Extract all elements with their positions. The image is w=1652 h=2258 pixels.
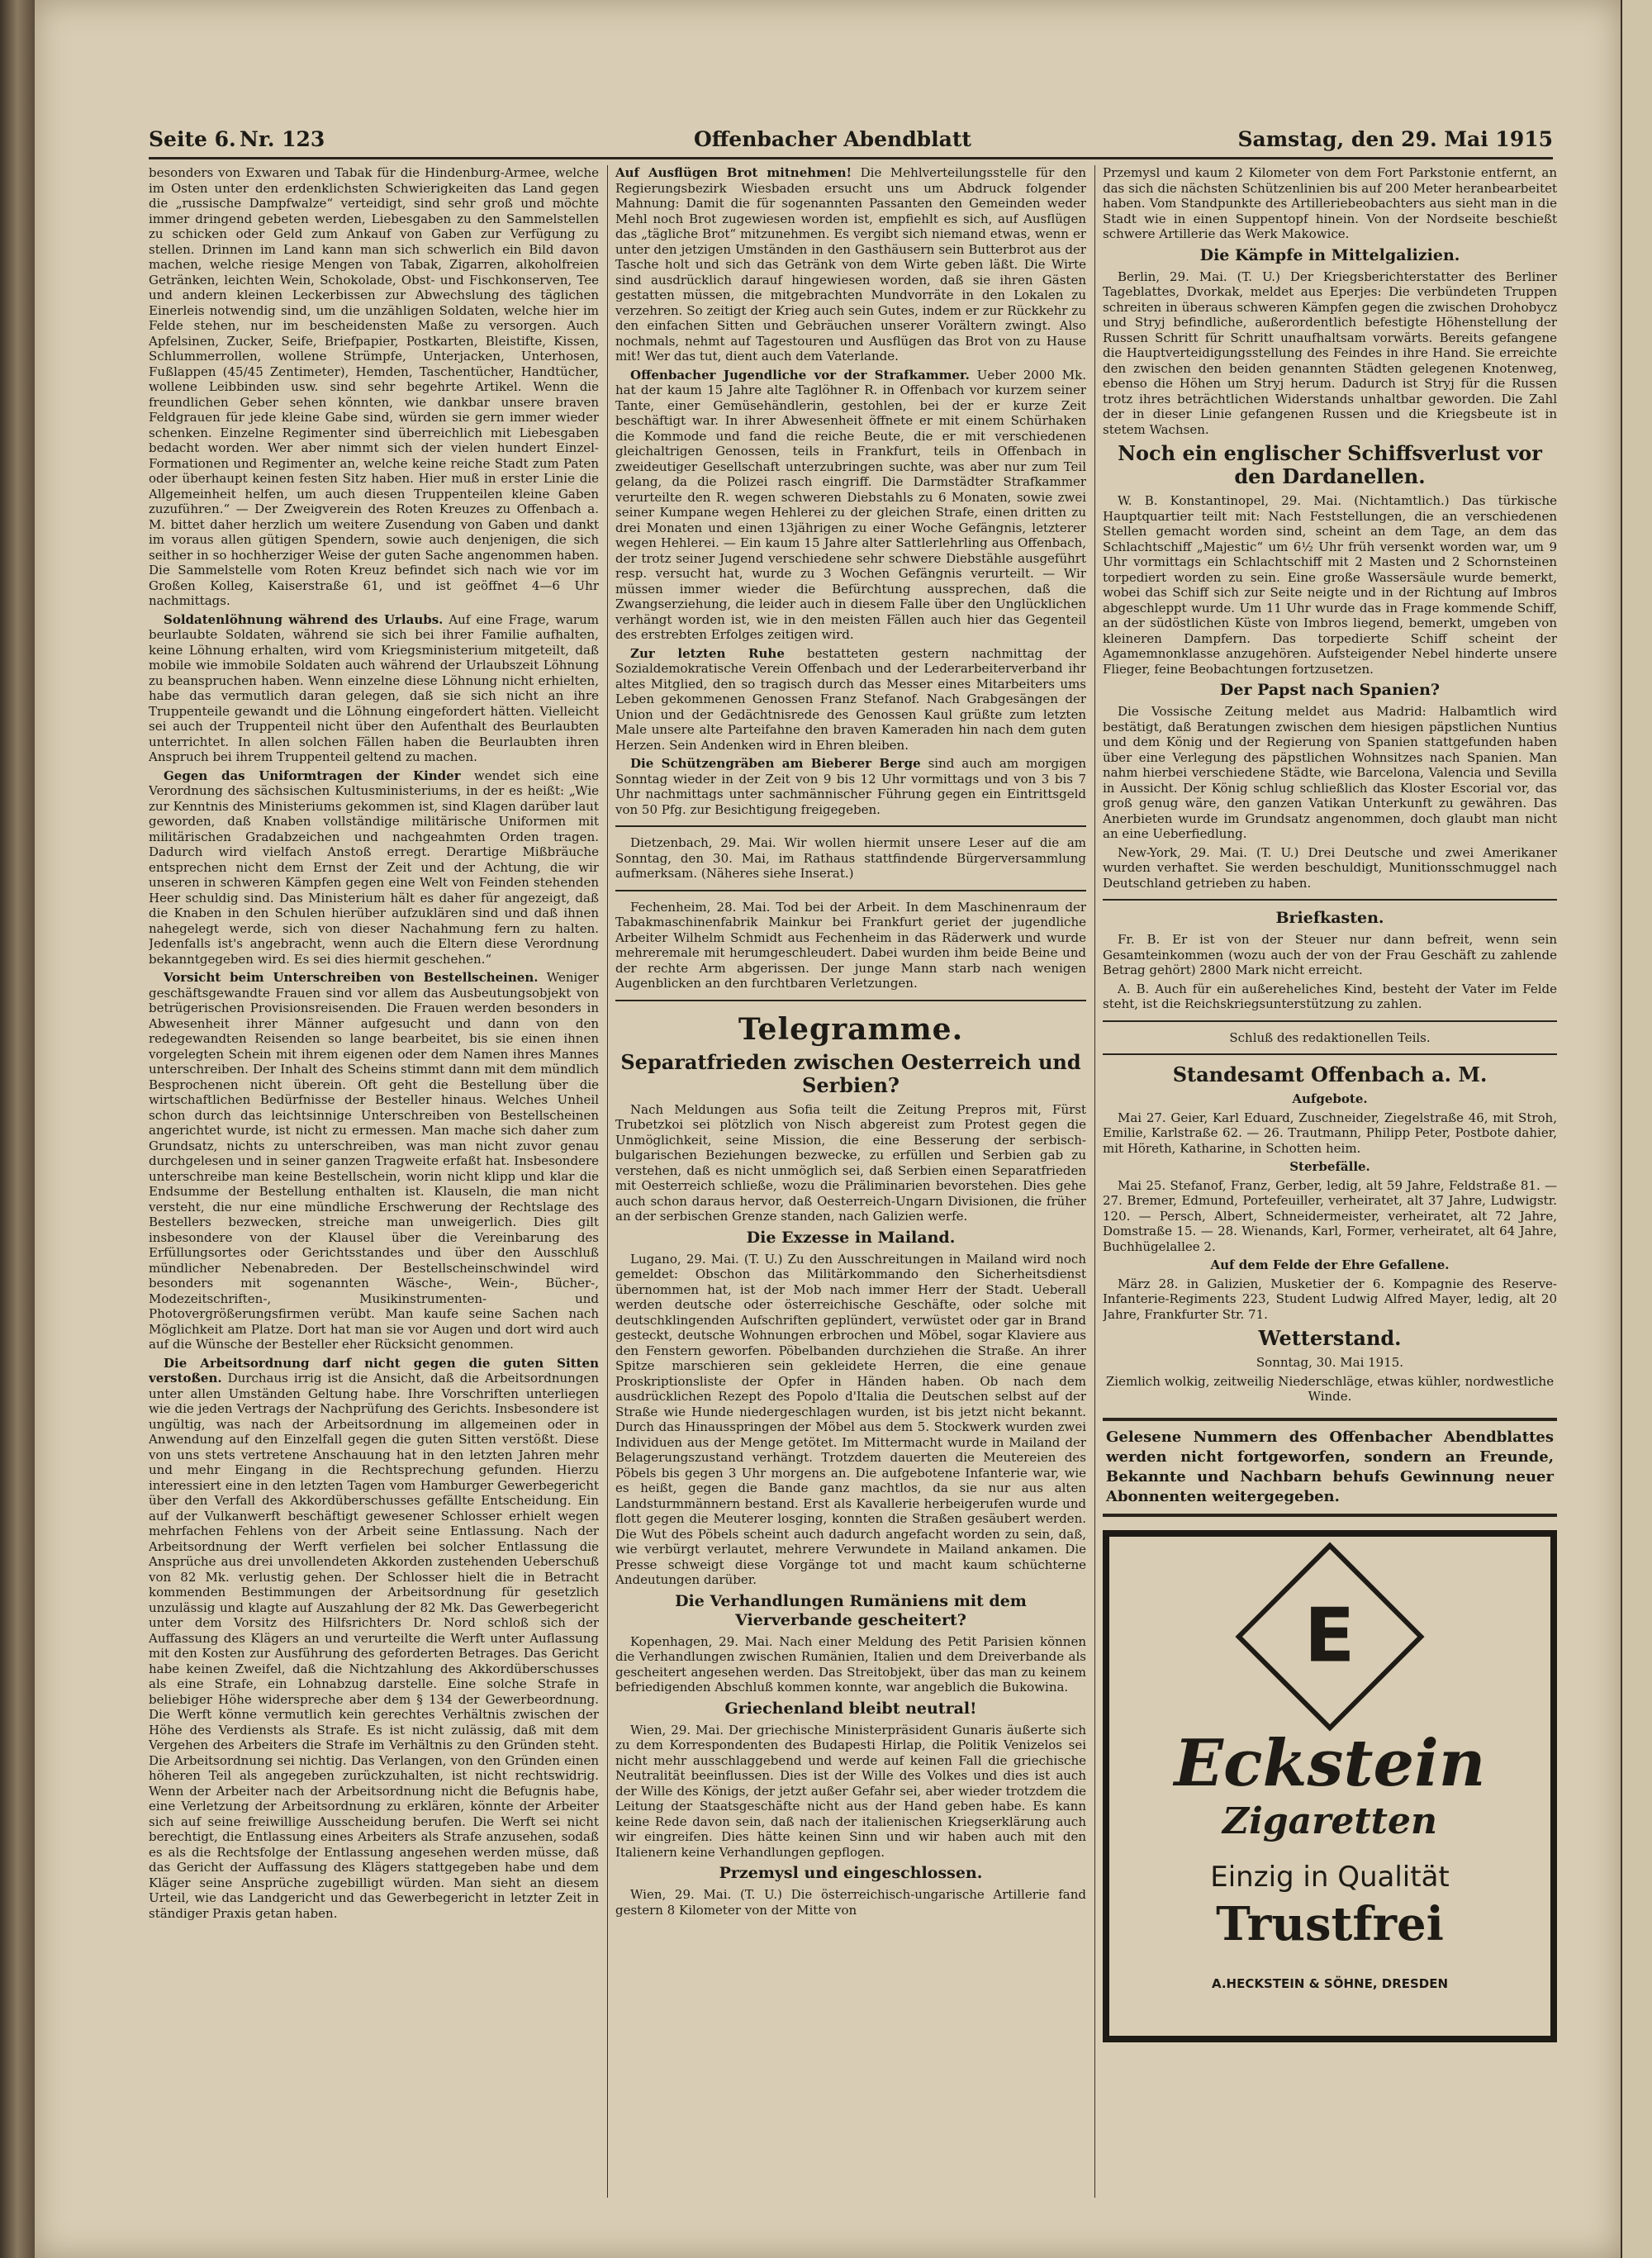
article-body: Ueber 2000 Mk. hat der kaum 15 Jahre alte Taglöhner R. in Offenbach vor kurzem seiner Tante, einer Gemüsehändlerin, gestohlen, bei der er kurze Zeit beschäftigt war. In ihrer Abwesenheit öffnete er mit einem Schürhaken die Kommode und fand die reiche Beute, die er mit verschiedenen gleichaltrigen Genossen, teils in Frankfurt, teils in Offenbach in zweideutiger Gesellschaft unterzubringen suchte, was aber nur zum Teil gelang, da die Polizei rasch eingriff. Die Darmstädter Strafkammer verurteilte den R. wegen schweren Diebstahls zu 6 Monaten, sowie zwei seiner Kumpane wegen Hehlerei zu der gleichen Strafe, einen dritten zu drei Monaten und einen 13jährigen zu einer Woche Gefängnis, letzterer wegen Hehlerei. — Ein kaum 15 Jahre alter Sattlerlehrling aus Offenbach, der trotz seiner Jugend verschiedene sehr schwere Diebstähle ausgeführt resp. versucht hat, wurde zu 3 Wochen Gefängnis verurteilt. — Wir müssen immer wieder die Befürchtung aussprechen, daß die Zwangserziehung, die leider auch in diesem Falle über den Unglücklichen verhängt worden ist, wie in den meisten Fällen auch hier das Gegenteil des erstrebten Erfolges zeitigen wird. xyxy=(615,367,1086,642)
headline-weather: Wetterstand. xyxy=(1258,1326,1402,1350)
subhead-banns: Aufgebote. xyxy=(1292,1091,1368,1106)
registry-fallen: März 28. in Galizien, Musketier der 6. Kompagnie des Reserve-Infanterie-Regiments 223, Student Ludwig Alfred Mayer, ledig, alt 20 Jahre, Frankfurter Str. 71. xyxy=(1103,1276,1557,1322)
masthead xyxy=(149,124,1553,159)
issue-number: Nr. 123 xyxy=(240,127,325,151)
headline: Vorsicht beim Unterschreiben von Bestellscheinen. xyxy=(164,970,539,985)
article-przemysl: Wien, 29. Mai. (T. U.) Die österreichisch-ungarische Artillerie fand gestern 8 Kilometer von der Mitte von xyxy=(615,1887,1086,1918)
eckstein-logo-emblem xyxy=(1235,1542,1424,1731)
article-body: wendet sich eine Verordnung des sächsischen Kultusministeriums, in der es heißt: „Wie zur Kenntnis des Ministeriums gekommen ist, sind Klagen darüber laut geworden, daß Knaben vollständige militärische Uniformen mit militärischen Gradabzeichen und nachgeahmten Orden tragen. Dadurch wird vielfach Anstoß erregt. Derartige Mißbräuche entsprechen nicht dem Ernst der Zeit und der Achtung, die wir unseren in schweren Kämpfen gegen eine Welt von Feinden stehenden Heer schuldig sind. Das Ministerium hält es daher für angezeigt, daß die Knaben in den Schulen hierüber aufzuklären sind und daß ihnen nahegelegt werde, sich von dieser Nachahmung fern zu halten. Jedenfalls ist's angebracht, wenn auch die Eltern diese Verordnung bekanntgegeben wird. Es sei dies hiermit geschehen.“ xyxy=(149,768,599,967)
facing-page-edge xyxy=(1621,0,1652,2258)
advertisement-eckstein xyxy=(1103,1530,1557,2042)
headline: Die Schützengräben am Bieberer Berge xyxy=(630,756,921,771)
headline-galicia: Die Kämpfe in Mittelgalizien. xyxy=(1199,245,1460,264)
headline: Gegen das Uniformtragen der Kinder xyxy=(164,768,461,783)
article-milan: Lugano, 29. Mai. (T. U.) Zu den Ausschreitungen in Mailand wird noch gemeldet: Obschon das Militärkommando den Sicherheitsdienst übernommen hat, ist der Mob nach immer Herr der Stadt. Ueberall werden deutsche oder österreichische Geschäfte, oder solche mit deutschklingenden Aufschriften geplündert, verwüstet oder gar in Brand gesteckt, deutsche Wohnungen erbrochen und Möbel, sogar Klaviere aus den Fenstern geworfen. Pöbelbanden durchziehen die Straße. An ihrer Spitze marschieren sein gekleidete Herren, die eine genaue Proskriptionsliste der Opfer in Händen haben. Ob nach dem ausdrücklichen Rezept des Popolo d'Italia die Deutschen selbst auf der Straße wie Hunde niedergeschlagen wurden, ist bis jetzt nicht bekannt. Durch das Hinausspringen der Möbel aus dem 5. Stockwerk wurden zwei Individuen aus der Menge getötet. Im Mittermacht wurde in Mailand der Belagerungszustand verhängt. Trotzdem dauerten die Meutereien des Pöbels bis gegen 3 Uhr morgens an. Die aufgebotene Infanterie war, wie es heißt, gegen die Bande ganz machtlos, da sie nur aus alten Landsturmmännern bestand. Erst als Kavallerie herbeigerufen wurde und flott gegen die Meuterer losging, konnten die Straßen gesäubert werden. Die Wut des Pöbels scheint auch dadurch angefacht worden zu sein, daß, wie verbürgt verlautet, mehrere Verwundete in Mailand ankamen. Die Presse schweigt diese Vorgänge tot und macht kaum schüchterne Andeutungen darüber. xyxy=(615,1251,1086,1587)
ad-product: Zigaretten xyxy=(1222,1799,1437,1842)
divider xyxy=(1103,899,1557,901)
article-bread xyxy=(615,165,1086,364)
article-work-rules xyxy=(149,1356,599,1922)
headline-separate-peace: Separatfrieden zwischen Oesterreich und Serbien? xyxy=(620,1049,1081,1097)
headline-pope: Der Papst nach Spanien? xyxy=(1219,681,1441,699)
subscription-notice: Gelesene Nummern des Offenbacher Abendblattes werden nicht fortgeworfen, sondern an Freunde, Bekannte und Nachbarn behufs Gewinnung neuer Abonnenten weitergegeben. xyxy=(1103,1418,1557,1517)
headline: Die Arbeitsordnung darf nicht gegen die guten Sitten verstoßen. xyxy=(149,1355,599,1386)
subhead-deaths: Sterbefälle. xyxy=(1289,1159,1370,1174)
editorial-end-note: Schluß des redaktionellen Teils. xyxy=(1229,1029,1431,1045)
divider xyxy=(615,1000,1086,1001)
headline: Offenbacher Jugendliche vor der Strafkammer. xyxy=(630,367,970,383)
ad-trust: Trustfrei xyxy=(1216,1896,1444,1951)
article-new-york: New-York, 29. Mai. (T. U.) Drei Deutsche und zwei Amerikaner wurden verhaftet. Sie werden beschuldigt, Munitionsschmuggel nach Deutschland getrieben zu haben. xyxy=(1103,844,1557,891)
headline: Auf Ausflügen Brot mitnehmen! xyxy=(615,165,852,180)
column-1 xyxy=(149,165,599,2198)
divider xyxy=(1103,1020,1557,1022)
section-title-telegrams: Telegramme. xyxy=(738,1011,964,1047)
registry-banns: Mai 27. Geier, Karl Eduard, Zuschneider, Ziegelstraße 46, mit Stroh, Emilie, Karlstraße 62. — 26. Trautmann, Philipp Peter, Postbote dahier, mit Höreth, Katharine, in Schotten heim. xyxy=(1103,1110,1557,1156)
article-separate-peace: Nach Meldungen aus Sofia teilt die Zeitung Prepros mit, Fürst Trubetzkoi sei plötzlich von Nisch abgereist zum Protest gegen die Unmöglichkeit, seine Mission, die eine Besserung der serbisch-bulgarischen Beziehungen bezwecke, zu erfüllen und Serbien gab zu verstehen, daß es nicht unmöglich sei, daß Serbien einen Separatfrieden mit Oesterreich schließe, wozu die Präliminarien bevorstehen. Dies gehe auch schon daraus hervor, daß Oesterreich-Ungarn Divisionen, die früher an der serbischen Grenze standen, nach Galizien werfe. xyxy=(615,1101,1086,1224)
divider xyxy=(615,825,1086,827)
article-fechenheim: Fechenheim, 28. Mai. Tod bei der Arbeit. In dem Maschinenraum der Tabakmaschinenfabrik Mainkur bei Frankfurt geriet der jugendliche Arbeiter Wilhelm Schmidt aus Fechenheim in das Räderwerk und wurde mehreremale mit herumgeschleudert. Dabei wurden ihm beide Beine und der rechte Arm abgerissen. Der junge Mann starb nach wenigen Augenblicken an den furchtbaren Verletzungen. xyxy=(615,899,1086,991)
article-uniforms xyxy=(149,768,599,967)
headline-milan: Die Exzesse in Mailand. xyxy=(746,1228,956,1247)
article-trenches xyxy=(615,756,1086,817)
article-body: Weniger geschäftsgewandte Frauen sind vor allem das Ausbeutungsobjekt von betrügerischen Provisionsreisenden. Die Frauen werden besonders in Abwesenheit ihrer Männer aufgesucht und dann von den redegewandten Reisenden so lange bearbeitet, bis sie einen ihnen vorgelegten Schein mit ihrem eigenen oder dem Namen ihres Mannes unterschreiben. Der Inhalt des Scheins stimmt dann mit dem mündlich Besprochenen nicht überein. Oft geht die Bestellung über die wirtschaftlichen Bedürfnisse der Besteller hinaus. Welches Unheil schon durch das leichtsinnige Unterschreiben von Bestellscheinen angerichtet wurde, ist nicht zu ermessen. Man mache sich daher zum Grundsatz, nichts zu unterschreiben, was man nicht zuvor genau durchgelesen und in seiner ganzen Tragweite erfaßt hat. Insbesondere unterschreibe man keine Bestellschein, worin nicht klipp und klar die Endsumme der Bestellung enthalten ist. Klauseln, die man nicht versteht, die nur eine mündliche Erschwerung der Rechtslage des Bestellers bezwecken, streiche man unweigerlich. Dies gilt insbesondere von der Klausel über die Vereinbarung des Erfüllungsortes oder Gerichtsstandes und über den Ausschluß mündlicher Nebenabreden. Der Bestellscheinschwindel wird besonders mit sogenannten Wäsche-, Wein-, Bücher-, Modezeitschriften-, Musikinstrumenten- und Photovergrößerungsfirmen verübt. Man kaufe seine Sachen nach Möglichkeit am Platze. Dort hat man sie vor Augen und dort wird auch auf die Wünsche der Besteller eher Rücksicht genommen. xyxy=(149,970,599,1352)
page-number: Seite 6. xyxy=(149,127,236,151)
article-red-cross: besonders von Exwaren und Tabak für die Hindenburg-Armee, welche im Osten unter den erdenklichsten Schwierigkeiten das Land gegen die „russische Dampfwalze“ verteidigt, sind sehr groß und möchte immer dringend gebeten werden, Liebesgaben zu den Sammelstellen zu schicken oder Geld zum Ankauf von Gaben zur Verfügung zu stellen. Drinnen im Land kann man sich schwerlich ein Bild davon machen, welche riesige Mengen von Tabak, Zigarren, alkoholfreien Getränken, leichten Wein, Schokolade, Obst- und Fischkonserven, Tee und andern kleinen Leckerbissen zur Abwechslung des täglichen Einerleis notwendig sind, um die unzähligen Soldaten, welche hier im Felde stehen, nur im bescheidensten Maße zu versorgen. Auch Apfelsinen, Zucker, Seife, Briefpapier, Postkarten, Bleistifte, Kissen, Schlummerrollen, wollene Strümpfe, Unterjacken, Unterhosen, Fußlappen (45/45 Zentimeter), Hemden, Taschentücher, Handtücher, wollene Leibbinden usw. sind sehr begehrte Artikel. Wenn die freundlichen Geber sehen könnten, wie dankbar unsere braven Feldgrauen für jede kleine Gabe sind, würden sie gern immer wieder schenken. Einzelne Regimenter sind überreichlich mit Liebesgaben bedacht worden. Wer aber nimmt sich der vielen hundert Einzel-Formationen und Regimenter an, welche keine reiche Stadt zum Paten oder überhaupt keinen festen Sitz haben. Hier muß in erster Linie die Allgemeinheit helfen, um auch diesen Truppenteilen kleine Gaben zuzuführen.“ — Der Zweigverein des Roten Kreuzes zu Offenbach a. M. bittet daher herzlich um weitere Zusendung von Gaben und dankt im voraus allen gütigen Spendern, sowie auch denjenigen, die sich seither in so hochherziger Weise der guten Sache angenommen haben. Die Sammelstelle vom Roten Kreuz befindet sich nach wie vor im Großen Kolleg, Kaiserstraße 61, und ist geöffnet 4—6 Uhr nachmittags. xyxy=(149,165,599,608)
article-przemysl-cont: Przemysl und kaum 2 Kilometer von dem Fort Parkstonie entfernt, an das sich die nächsten Schützenlinien bis auf 200 Meter heranbearbeitet haben. Vom Standpunkte des Artilleriebeobachters aus sieht man in die Stadt wie in einen Suppentopf hinein. Von der Nordseite beschießt schwere Artillerie das Werk Makowice. xyxy=(1103,165,1557,241)
column-3 xyxy=(1103,165,1557,2198)
weather-date: Sonntag, 30. Mai 1915. xyxy=(1256,1355,1404,1370)
article-funeral xyxy=(615,646,1086,753)
column-rule xyxy=(607,165,608,2198)
subhead-fallen: Auf dem Felde der Ehre Gefallene. xyxy=(1210,1257,1450,1272)
article-body: bestatteten gestern nachmittag der Sozialdemokratische Verein Offenbach und der Lederarbeiterverband ihr altes Mitglied, den so tragisch durch das Messer eines Mitarbeiters ums Leben gekommenen Genossen Franz Stefanof. Nach Grabgesängen der Union und der Gedächtnisrede des Genossen Kaul grüßte zum letzten Male unsere alte Parteifahne den braven Kameraden hin nach dem guten Herzen. Sein Andenken wird in Ehren bleiben. xyxy=(615,645,1086,753)
headline-przemysl: Przemysl und eingeschlossen. xyxy=(719,1864,983,1882)
registry-deaths: Mai 25. Stefanof, Franz, Gerber, ledig, alt 59 Jahre, Feldstraße 81. — 27. Bremer, Edmund, Portefeuiller, verheiratet, alt 37 Jahre, Ludwigstr. 120. — Persch, Albert, Schneidermeister, verheiratet, alt 72 Jahre, Domstraße 15. — 28. Wienands, Karl, Former, verheiratet, alt 64 Jahre, Buchhügelallee 2. xyxy=(1103,1177,1557,1254)
article-body: sind auch am morgigen Sonntag wieder in der Zeit von 9 bis 12 Uhr vormittags und von 3 bis 7 Uhr nachmittags unter sachmännischer Führung gegen ein Eintrittsgeld von 50 Pfg. zur Besichtigung freigegeben. xyxy=(615,756,1086,817)
article-body: Durchaus irrig ist die Ansicht, daß die Arbeitsordnungen unter allen Umständen Geltung habe. Ihre Vorschriften unterliegen wie die jeden Vertrags der Nachprüfung des Gerichts. Insbesondere ist ungültig, was nach der Arbeitsordnung im allgemeinen oder in Anwendung auf den Einzelfall gegen die guten Sitten verstößt. Diese von uns stets vertretene Anschauung hat in den letzten Jahren mehr und mehr Eingang in die Rechtsprechung gefunden. Hierzu interessiert eine in den letzten Tagen vom Hamburger Gewerbegericht über den Verfall des Akkordüberschusses gefällte Entscheidung. Ein auf der Vulkanwerft beschäftigt gewesener Schlosser erhielt wegen mehrfachen Fehlens von der Arbeit seine Entlassung. Nach der Arbeitsordnung der Werft verfielen bei solcher Entlassung die Ansprüche aus drei unvollendeten Akkorden zustehenden Ueberschuß von 82 Mk. verlustig gehen. Der Schlosser hielt die in Betracht kommenden Bestimmungen der Arbeitsordnung für gesetzlich unzulässig und klagte auf Auszahlung der 82 Mk. Das Gewerbegericht unter dem Vorsitz des Hilfsrichters Dr. Nord schloß sich der Auffassung des Klägers an und verurteilte die Werft unter Auflassung mit den Kosten zur Ausführung des geforderten Betrages. Das Gericht habe keinen Zweifel, daß die Nichtzahlung des Akkordüberschusses als eine Strafe, ein Lohnabzug darstelle. Eine solche Strafe in beliebiger Höhe widerspreche aber dem § 134 der Gewerbeordnung. Die Werft könne vermutlich kein gerechtes Verhältnis zwischen der Höhe des Verdiensts als Strafe. Es ist nicht zulässig, daß mit dem Vergehen des Arbeiters die Strafe im Verhältnis zu den Gründen steht. Die Arbeitsordnung sei nichtig. Das Verlangen, von den Gründen einen höheren Teil als angegeben zurückzuhalten, ist nicht rechtswidrig. Wenn der Arbeiter nach der Arbeitsordnung nicht die Befugnis habe, eine Verletzung der Arbeitsordnung zu erklären, könnte der Arbeiter sich auf seine freiwillige Ausscheidung berufen. Die Werft sei nicht berechtigt, die Entlassung eines Arbeiters als Strafe anzusehen, sodaß es als die Rechtsfolge der Entlassung angesehen werden müsse, daß das Gericht der Auffassung des Klägers stattgegeben habe und dem Kläger seine Ansprüche zugebilligt würden. Man sieht an diesem Urteil, wie das Landgericht und das Gewerbegericht in letzter Zeit in ständiger Praxis getan haben. xyxy=(149,1371,599,1921)
headline-dardanelles: Noch ein englischer Schiffsverlust vor den Dardanellen. xyxy=(1118,441,1542,488)
headline-romania: Die Verhandlungen Rumäniens mit dem Vierverbande gescheitert? xyxy=(675,1591,1027,1629)
mailbox-reply: Fr. B. Er ist von der Steuer nur dann befreit, wenn sein Gesamteinkommen (wozu auch der von der Frau Geschäft zu zahlende Betrag gehört) 2800 Mark nicht erreicht. xyxy=(1103,932,1557,977)
article-order-forms xyxy=(149,970,599,1352)
article-dardanelles: W. B. Konstantinopel, 29. Mai. (Nichtamtlich.) Das türkische Hauptquartier teilt mit: Nach Feststellungen, die an verschiedenen Stellen gemacht worden sind, scheint an dem Tage, an dem das Schlachtschiff „Majestic“ um 6½ Uhr früh versenkt worden war, um 9 Uhr vormittags ein Schlachtschiff mit 2 Masten und 2 Schornsteinen torpediert worden zu sein. Eine große Wassersäule wurde bemerkt, wobei das Schiff sich zur Seite neigte und in der Richtung auf Imbros abgeschleppt wurde. Um 11 Uhr wurde das in Frage kommende Schiff, an der südöstlichen Küste von Imbros liegend, bemerkt, umgeben von kleineren Dampfern. Das torpedierte Schiff scheint der Agamemnonklasse anzugehören. Aufsteigender Nebel hinderte unsere Flieger, feine Beobachtungen fortzusetzen. xyxy=(1103,493,1557,677)
book-spine xyxy=(0,0,35,2258)
article-greece: Wien, 29. Mai. Der griechische Ministerpräsident Gunaris äußerte sich zu dem Korrespondenten des Budapesti Hirlap, die Politik Venizelos sei nicht mehr ausschlaggebend und werde auf keinen Fall die griechische Neutralität beeinflussen. Dies ist der Wille des Volkes und dies ist auch der Wille des Königs, der jetzt außer Gefahr sei, aber wieder trotzdem die Leitung der Staatsgeschäfte nicht aus der Hand geben habe. Es kann keine Rede davon sein, daß nach der italienischen Kriegserklärung auch wir eingreifen. Dies hätte keinen Sinn und wir haben auch mit den Italienern keine Verhandlungen gepflogen. xyxy=(615,1722,1086,1860)
issue-date: Samstag, den 29. Mai 1915 xyxy=(1237,127,1553,151)
headline-registry: Standesamt Offenbach a. M. xyxy=(1172,1062,1488,1086)
article-dietzenbach: Dietzenbach, 29. Mai. Wir wollen hiermit unsere Leser auf die am Sonntag, den 30. Mai, im Rathaus stattfindende Bürgerversammlung aufmerksam. (Näheres siehe Inserat.) xyxy=(615,835,1086,881)
weather-forecast: Ziemlich wolkig, zeitweilig Niederschläge, etwas kühler, nordwestliche Winde. xyxy=(1105,1373,1555,1404)
article-romania: Kopenhagen, 29. Mai. Nach einer Meldung des Petit Parisien können die Verhandlungen zwischen Rumänien, Italien und dem Dreiverbande als gescheitert angesehen werden. Das Streitobjekt, über das man zu keinem befriedigenden Abschluß kommen konnte, war angeblich die Bukowina. xyxy=(615,1633,1086,1695)
ad-tagline: Einzig in Qualität xyxy=(1210,1860,1450,1894)
article-soldier-pay xyxy=(149,612,599,765)
mailbox-reply: A. B. Auch für ein außereheliches Kind, besteht der Vater im Felde steht, ist die Reichskriegsunterstützung zu zahlen. xyxy=(1103,981,1557,1011)
headline: Zur letzten Ruhe xyxy=(630,645,785,661)
column-2 xyxy=(615,165,1086,2198)
emblem-letter: E xyxy=(1304,1592,1355,1680)
article-youths xyxy=(615,368,1086,643)
divider xyxy=(615,890,1086,891)
divider xyxy=(1103,1053,1557,1055)
newspaper-title: Offenbacher Abendblatt xyxy=(694,127,971,151)
headline-greece: Griechenland bleibt neutral! xyxy=(724,1699,977,1718)
article-galicia: Berlin, 29. Mai. (T. U.) Der Kriegsberichterstatter des Berliner Tageblattes, Dvorkak, meldet aus Eperjes: Die verbündeten Truppen schreiten in überaus schweren Kämpfen gegen die zwischen Drohobycz und Stryj befindliche, außerordentlich befestigte Höhenstellung der Russen Schritt für Schritt unaufhaltsam vorwärts. Bereits gefangene die Hauptverteidigungsstellung des Feindes in ihre Hand. Sie erreichte den zwischen den beiden genannten Städten gelegenen Knotenweg, ebenso die Höhen um Stryj herum. Dadurch ist Stryj für die Russen trotz ihres beträchtlichen Widerstands unhaltbar geworden. Die Zahl der in dieser Linie gefangenen Russen und die Kriegsbeute ist in stetem Wachsen. xyxy=(1103,269,1557,437)
headline: Soldatenlöhnung während des Urlaubs. xyxy=(164,611,444,627)
article-pope: Die Vossische Zeitung meldet aus Madrid: Halbamtlich wird bestätigt, daß Beratungen zwischen dem hiesigen päpstlichen Nuntius und dem König und der Regierung von Spanien stattgefunden haben über eine Verlegung des päpstlichen Wohnsitzes nach Spanien. Man nahm hierbei verschiedene Städte, wie Barcelona, Valencia und Sevilla in Aussicht. Der König schlug schließlich das Kloster Escorial vor, das groß genug wäre, den ganzen Vatikan Unterkunft zu gewähren. Das Anerbieten wurde im Grundsatz angenommen, doch glaubt man nicht an eine Ueberfiedlung. xyxy=(1103,704,1557,841)
ad-brand: Eckstein xyxy=(1174,1725,1486,1801)
ad-manufacturer: A.HECKSTEIN & SÖHNE, DRESDEN xyxy=(1211,1975,1449,1991)
column-rule xyxy=(1094,165,1095,2198)
article-body: Die Mehlverteilungsstelle für den Regierungsbezirk Wiesbaden ersucht uns um Abdruck folgender Mahnung: Damit die für sogenannten Passanten den Gemeinden weder Mehl noch Brot zugewiesen worden ist, empfiehlt es sich, auf Ausflügen das „tägliche Brot“ mitzunehmen. Es vergibt sich niemand etwas, wenn er unter den jetzigen Umständen in den Gasthäusern sein Butterbrot aus der Tasche holt und sich das Getränk von dem Wirte geben läßt. Die Wirte sind ausdrücklich darauf hingewiesen worden, daß sie ihren Gästen gestatten müssen, die mitgebrachten Mundvorräte in den Lokalen zu verzehren. So zeitigt der Krieg auch sein Gutes, indem er zur Rückkehr zu den einfachen Sitten und Gebräuchen unserer Vorältern zwingt. Also nochmals, nehmt auf Tagestouren und Ausflügen das Brot von zu Hause mit! Wer das tut, dient auch dem Vaterlande. xyxy=(615,165,1086,364)
article-body: Auf eine Frage, warum beurlaubte Soldaten, während sie sich bei ihrer Familie aufhalten, keine Löhnung erhalten, wird vom Kriegsministerium mitgeteilt, daß mobile wie immobile Soldaten auch während der Urlaubszeit Löhnung zu beanspruchen haben. Wenn einzelne diese Löhnung nicht erhielten, habe das vermutlich daran gelegen, daß sie sich nicht an ihre Truppenteile gewandt und die Löhnung eingefordert hätten. Vielleicht sei auch der Truppenteil nicht über den Aufenthalt des Beurlaubten unterrichtet. In allen solchen Fällen haben die Beurlaubten ihren Anspruch bei ihrem Truppenteil geltend zu machen. xyxy=(149,611,599,764)
headline-mailbox: Briefkasten. xyxy=(1275,909,1384,927)
